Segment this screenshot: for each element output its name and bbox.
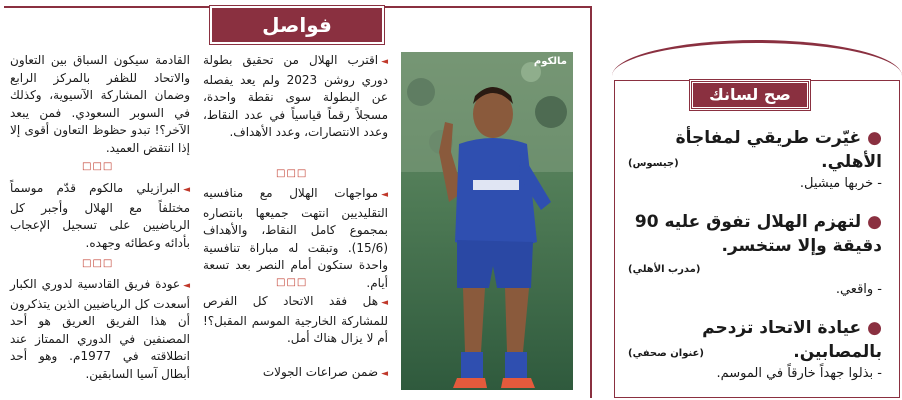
separator: □□□ <box>276 168 308 179</box>
separator: □□□ <box>82 161 114 172</box>
bullet-icon: ◄ <box>381 298 388 308</box>
col1-paragraph-4: ◄ضمن صراعات الجولات <box>262 365 388 379</box>
bullet-icon: ◄ <box>183 281 190 291</box>
quote-source: (جيسوس) <box>628 158 679 169</box>
quote-2: ●لتهزم الهلال تفوق عليه 90 دقيقة وإلا ستخسر. <box>634 212 882 256</box>
right-column <box>612 0 902 400</box>
col1-paragraph-1: ◄اقترب الهلال من تحقيق بطولة دوري روشن 2023 ولم يعد يفصله عن البطولة سوى نقطة واحدة، مسجلاً رقماً قياسياً في عدد النقاط، وعدد الانتصارات، وعدد الأهداف. <box>203 53 389 139</box>
section-title-fawasil: فواصل <box>210 6 384 44</box>
player-illustration <box>401 52 573 390</box>
col1-paragraph-3: ◄هل فقد الاتحاد كل الفرص للمشاركة الخارجية الموسم المقبل؟! أم لا يزال هناك أمل. <box>203 294 388 345</box>
col2-paragraph-2: ◄البرازيلي مالكوم قدّم موسماً مختلفاً مع الهلال وأجبر كل الرياضيين على تسجيل الإعجاب بأدائه وعطائه وجهده. <box>10 181 190 250</box>
quote-answer: - بذلوا جهداً خارقاً في الموسم. <box>716 366 882 381</box>
separator: □□□ <box>82 258 114 269</box>
separator: □□□ <box>276 277 308 288</box>
quote-source: (مدرب الأهلي) <box>628 264 701 275</box>
bullet-icon: ● <box>867 212 882 232</box>
col2-paragraph-3: ◄عودة فريق القادسية لدوري الكبار أسعدت كل الرياضيين الذين يتذكرون أن هذا الفريق العريق هو أحد المصنفين في الدوري الممتاز عند انطلاقته في 1977م. وهو أحد أبطال آسيا السابقين. <box>10 277 190 381</box>
section-title-sah-lisanak: صح لسانك <box>690 80 810 110</box>
quote-source: (عنوان صحفي) <box>628 348 704 359</box>
bullet-icon: ● <box>867 318 882 338</box>
bullet-icon: ◄ <box>381 369 388 379</box>
photo-credit: مالكوم <box>533 56 567 67</box>
col2-paragraph-1: القادمة سيكون السباق بين التعاون والاتحاد للظفر بالمركز الرابع وضمان المشاركة الآسيوية، وكذلك في السوبر السعودي. فمن يبعد الآخر؟! تبدو حظوظ التعاون أقوى إلا إذا انتقض العميد. <box>10 53 190 155</box>
col1-paragraph-2: ◄مواجهات الهلال مع منافسيه التقليديين انتهت جميعها بانتصاره بمجموع كامل النقاط، والأهداف (15/6). وتبقت له مباراة تنافسية واحدة ستكون أمام النصر بعد تسعة أيام. <box>203 186 388 290</box>
bullet-icon: ● <box>867 128 882 148</box>
bullet-icon: ◄ <box>183 185 190 195</box>
bullet-icon: ◄ <box>381 57 388 67</box>
quote-answer: - خربها ميشيل. <box>799 176 882 191</box>
player-photo <box>401 52 573 390</box>
quote-answer: - واقعي. <box>835 282 882 297</box>
bullet-icon: ◄ <box>381 190 388 200</box>
quote-3: ●عيادة الاتحاد تزدحم بالمصابين. <box>702 318 882 362</box>
quote-1: ●غيّرت طريقي لمفاجأة الأهلي. <box>675 128 882 172</box>
